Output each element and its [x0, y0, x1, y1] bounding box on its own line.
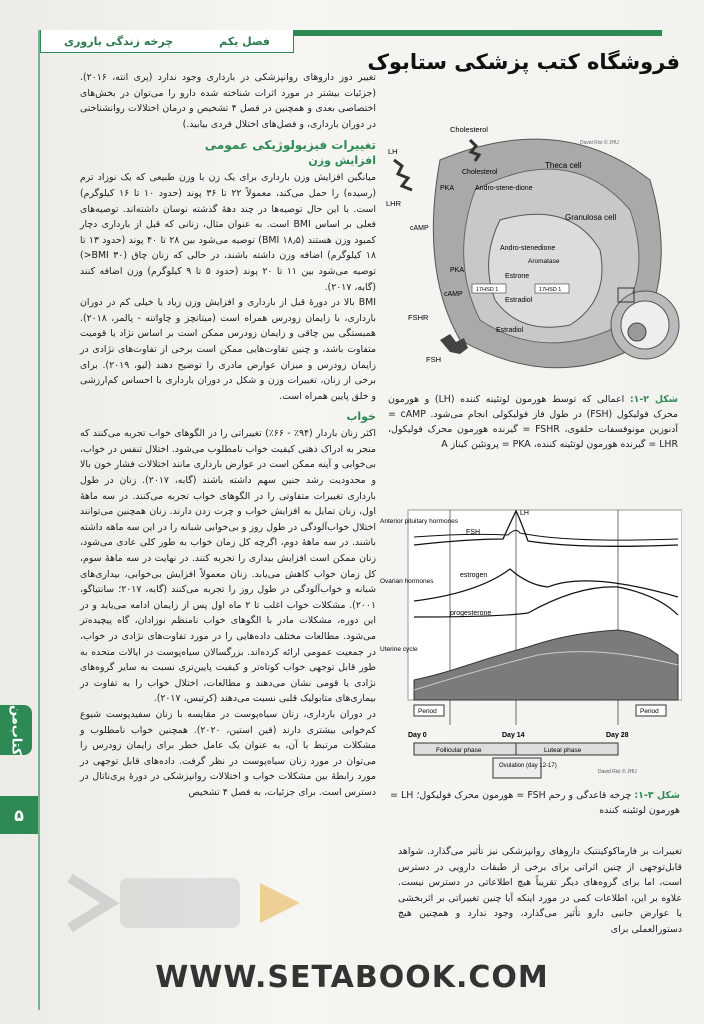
label-androstenedione-2: Andro-stenedione [500, 245, 556, 252]
figure2-credit: David Risi © JHU [598, 769, 637, 775]
label-camp-2: cAMP [444, 291, 463, 298]
figure1-caption-text: اعمالی که توسط هورمون لوتئینه کننده (LH) و هورمون محرک فولیکول (FSH) در طول فاز فولیکولی انجام می‌شود. cAMP = آدنوزین مونوفسفات حلقوی، FSHR = گیرنده هورمون محرک فولیکول، LHR = گیرنده هورمون لوتئینه کننده، PKA = پروتئین کیناز A [388, 394, 678, 450]
weight-heading: افزایش وزن [308, 154, 376, 168]
label-pka-1: PKA [440, 185, 455, 192]
intro-paragraph: تغییر دوز داروهای روانپزشکی در بارداری وجود ندارد (پری انته، ۲۰۱۶). (جزئیات بیشتر در مورد اثرات شناخته شده دارو را می‌توان در بخش‌های اختصاصی بعدی و همچنین در فصل ۴ تشخیص و درمان اختلالات روانشناختی در دوران بارداری، و فصل‌های اختلال فردی بیابید.) [80, 72, 377, 130]
figure1-caption-label: شکل ۲-۱: [629, 394, 678, 405]
running-header [40, 30, 294, 53]
label-fshr: FSHR [408, 313, 429, 322]
label-day-14: Day 14 [502, 732, 525, 739]
label-ovarian-hormones: Ovarian hormones [380, 578, 434, 585]
store-banner: فروشگاه کتب پزشکی ستابوک [367, 50, 680, 74]
weight-paragraph-2: BMI بالا در دورهٔ قبل از بارداری و افزایش وزن زیاد یا خیلی کم در دوران بارداری، با زایمان زودرس همراه است (میتانچز و چاواتنه - پالمر، ۲۰۱۸). همبستگی بین چاقی و زایمان زودرس ممکن است بر اساس نژاد یا قومیت متفاوت باشد، و چنین تفاوت‌هایی ممکن است برخی از تفاوت‌های نژادی در زایمان زودرس و میزان عوارض مادری را توضیح دهند (لیو، ۲۰۱۹). برای برخی از زنان، تغییرات وزن و شکل در دوران بارداری با احساس کم‌ارزشی و خلق پایین همراه است. [80, 297, 376, 402]
label-camp-1: cAMP [410, 225, 429, 232]
sleep-heading: خواب [346, 410, 376, 424]
label-androstenedione-1: Andro-stene-dione [475, 185, 533, 192]
sleep-paragraph-2: در دوران بارداری، زنان سیاه‌پوست در مقایسه با زنان سفیدپوست شیوع کم‌خوابی بیشتری دارند (فین استین، ۲۰۲۰). همچنین خواب نامطلوب و مشکلات مرتبط با آن، به عنوان یک عامل خطر برای زایمان زودرس را می‌توان در مورد زنان سیاه‌پوست در نظر گرفت. داده‌های قابل توجهی در مورد رابطهٔ بین مشکلات خواب و اختلالات روانپزشکی در دورهٔ پری‌ناتال در دسترس است. برای جزئیات، به فصل ۴ تشخیص [80, 708, 376, 798]
label-pka-2: PKA [450, 267, 465, 274]
label-lh-curve: LH [520, 510, 529, 517]
label-granulosa-cell: Granulosa cell [565, 213, 617, 222]
label-follicular-phase: Follicular phase [436, 747, 482, 754]
label-lhr: LHR [386, 199, 402, 208]
figure2-caption-label: شکل ۳-۱: [634, 790, 681, 801]
label-progesterone: progesterone [450, 610, 492, 617]
label-estrone: Estrone [505, 273, 530, 280]
weight-paragraph-1: میانگین افزایش وزن بارداری برای یک زن با وزن طبیعی که یک نوزاد ترم (رسیده) را حمل می‌کند، معمولاً ۲۲ تا ۳۶ پوند (حدود ۱۰ تا ۱۶ کیلوگرم) است. با این حال توصیه‌ها در چند دههٔ گذشته نوسان داشته‌اند. توصیه‌های فعلی بر اساس BMI است. به عنوان مثال، زنانی که قبل از بارداری دچار کمبود وزن هستند (BMI ۱۸٫۵) توصیه می‌شود بین ۲۸ تا ۴۰ پوند (حدود ۱۳ تا ۱۸ کیلوگرم) اضافه وزن داشته باشند، در حالی که زنان چاق (BMI ۳۰<) توصیه می‌شود بین ۱۱ تا ۲۰ پوند (حدود ۵ تا ۹ کیلوگرم) وزن اضافه کنند (گابه، ۲۰۱۷). [80, 172, 377, 293]
side-thumb-tab: کتاب‌من [0, 705, 32, 755]
watermark-url: WWW.SETABOOK.COM [155, 960, 549, 995]
label-ovulation: Ovulation (day 12-17) [499, 763, 557, 769]
margin-rule [38, 30, 40, 1010]
sleep-paragraph-1: اکثر زنان باردار (۹۴٪ - ۶۶٪) تغییراتی را در الگوهای خواب تجربه می‌کنند که منجر به ادراک ذهنی کیفیت خواب نامطلوب می‌شود. اختلال تنفس در خواب، بی‌خوابی و آپنه ممکن است در عوارض بارداری مانند اختلالات فشار خون بالا و محدودیت رشد جنین سهم داشته باشند (گابه، ۲۰۱۷). زنان در طول بارداری تغییرات متفاوتی را در الگوهای خواب تجربه می‌کنند. در سه ماههٔ اول، زنان تمایل به افزایش خواب و چرت زدن دارند. زنان همچنین می‌توانند اختلال خواب‌آلودگی در طول روز و بی‌خوابی شبانه را در این سه ماهه داشته باشند. در سه ماههٔ دوم، اگرچه کل زمان خواب به طور کلی عادی می‌شود، زنان ممکن است افزایش بیداری را تجربه کنند. در نهایت در سه ماههٔ سوم، کل زمان خواب کاهش می‌یابد. زنان معمولاً افزایش بی‌خوابی، بیداری‌های شبانه و خواب‌آلودگی در طول روز را تجربه می‌کنند (گابه، ۲۰۱۷؛ سانتیاگو، ۲۰۰۱). مشکلات خواب اغلب تا ۲ ماه اول پس از زایمان ادامه می‌یابد و در این دوره، مشکلات مادر با الگوهای خواب نامنظم نوزادان، گاه پیچیده‌تر می‌شود. مطالعات مختلف داده‌هایی را در مورد تفاوت‌های نژادی در خواب، در جمعیت عمومی ارائه کرده‌اند. بزرگسالان سیاه‌پوست در ایالات متحده به طور قابل توجهی خواب کوتاه‌تر و کیفیت پایین‌تری نسبت به سایر گروه‌های نژادی یا قومی نشان می‌دهند و مطالعات، اختلال خواب را به تفاوت در بیماری‌های متابولیک قلبی نسبت می‌دهند (کرتیس، ۲۰۱۷). [80, 428, 376, 705]
main-column [80, 70, 376, 801]
right-column-bottom [398, 844, 682, 938]
figure2-caption [390, 788, 680, 818]
label-17hsd-1: 17HSD 1 [476, 287, 499, 293]
label-estradiol-inner: Estradiol [505, 297, 533, 304]
label-cholesterol-inner: Cholesterol [462, 169, 498, 176]
page-number: ۵ [0, 796, 38, 834]
label-estrogen: estrogen [460, 572, 488, 579]
figure1-caption [388, 392, 678, 452]
label-fsh-curve: FSH [466, 529, 480, 536]
header-title: چرخه زندگی باروری [63, 34, 174, 48]
label-aromatase: Aromatase [528, 258, 560, 265]
label-fsh: FSH [426, 355, 441, 364]
figure1-credit: David Risi © JHU [580, 140, 619, 146]
label-theca-cell: Theca cell [545, 161, 582, 170]
watermark-logo-icon [60, 858, 310, 948]
label-17hsd-2: 17HSD 1 [539, 287, 562, 293]
label-day-0: Day 0 [408, 732, 427, 739]
figure2-caption-text: چرخه قاعدگی و رحم FSH = هورمون محرک فولیکول؛ LH = هورمون لوتئینه کننده [390, 790, 680, 816]
label-anterior-pituitary: Anterior pituitary hormones [380, 518, 459, 525]
label-cholesterol-top: Cholesterol [450, 125, 488, 134]
label-day-28: Day 28 [606, 732, 629, 739]
menstrual-cycle-illustration [378, 505, 682, 780]
label-lh: LH [388, 147, 398, 156]
label-uterine-cycle: Uterine cycle [380, 646, 418, 653]
figure-menstrual-cycle [378, 505, 682, 780]
section-heading: تغییرات فیزیولوژیکی عمومی [204, 138, 376, 153]
label-period-right: Period [640, 708, 659, 715]
label-period-left: Period [418, 708, 437, 715]
label-estradiol-out: Estradiol [496, 327, 524, 334]
figure-follicle-diagram [380, 120, 680, 385]
follicle-illustration [380, 120, 680, 385]
header-chapter: فصل یکم [219, 34, 271, 48]
pharmacokinetics-paragraph: تغییرات بر فارماکوکینتیک داروهای روانپزشکی نیز تأثیر می‌گذارد. شواهد قابل‌توجهی از چنین اثراتی برای برخی از طبقات دارویی در دسترس است، اما برای گروه‌های دیگر تقریباً هیچ اطلاعاتی در دسترس نیست. علاوه بر این، اطلاعات کمی در مورد اینکه آیا چنین تغییراتی بر اثربخشی یا عوارض جانبی دارو تأثیر می‌گذارد، وجود ندارد و همچنین هیچ دستورالعملی برای [398, 846, 682, 935]
label-luteal-phase: Luteal phase [544, 747, 582, 754]
